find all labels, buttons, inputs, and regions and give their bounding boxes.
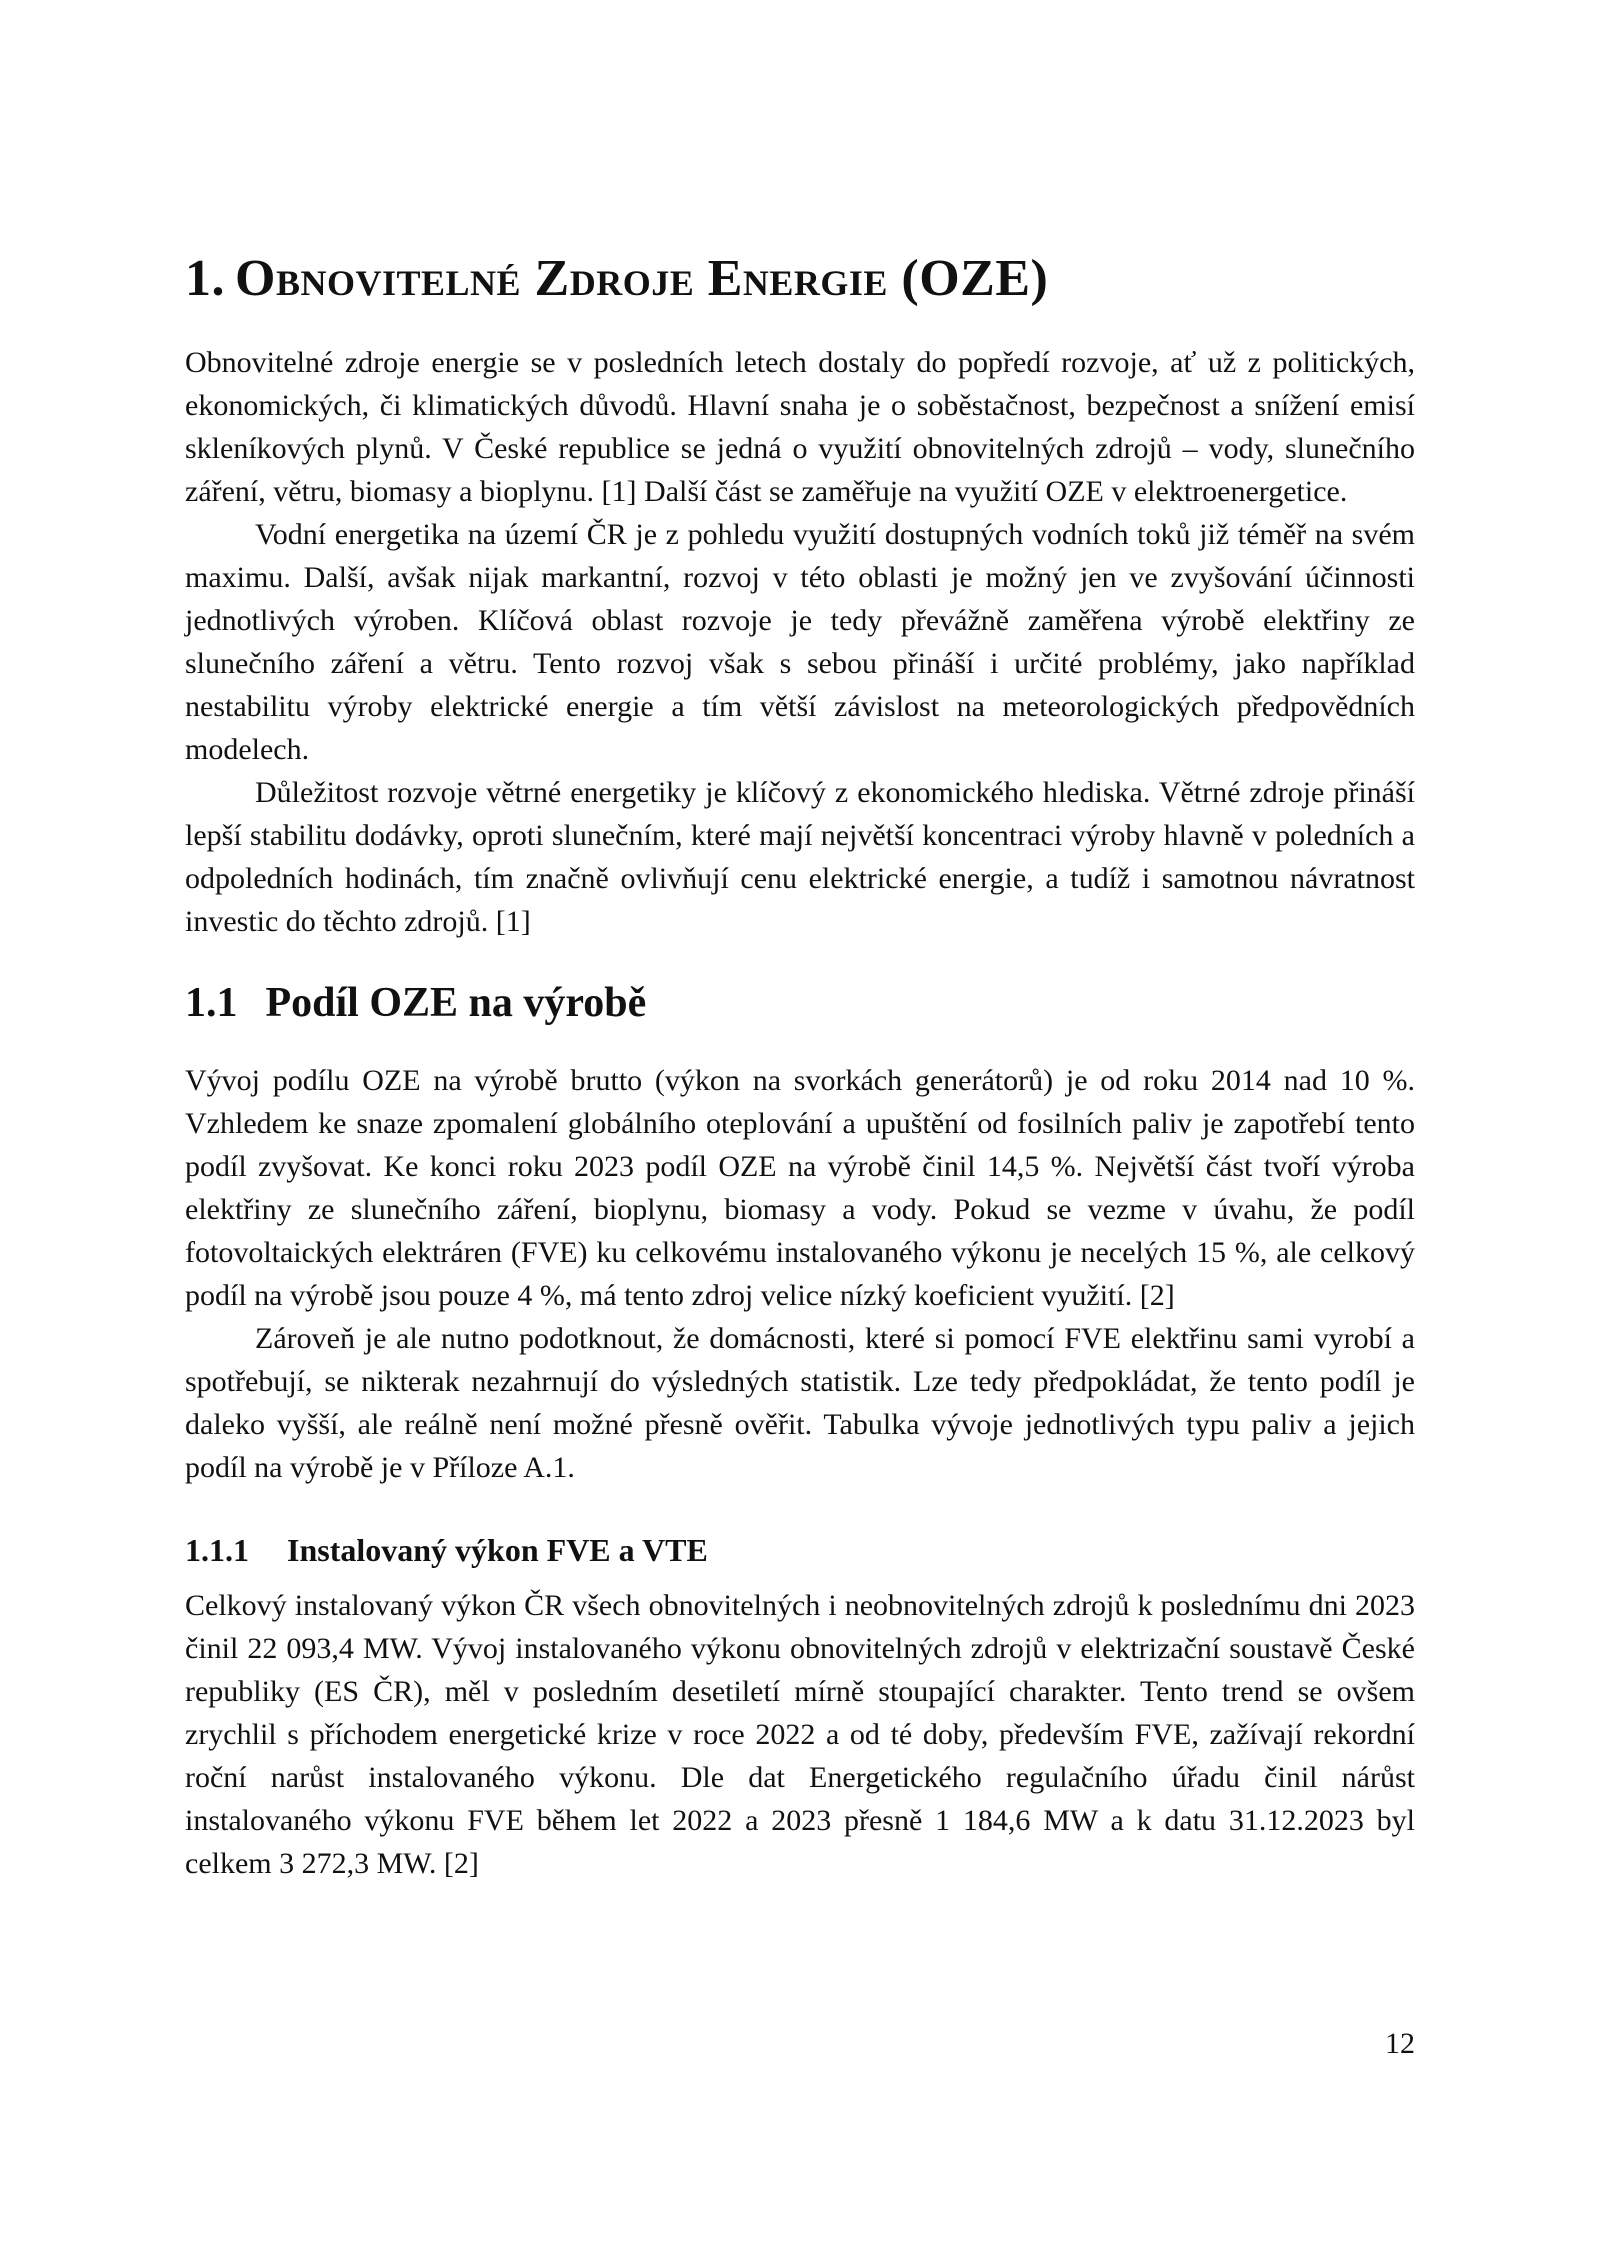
section-heading <box>185 979 1415 1027</box>
page-content <box>185 0 1415 1885</box>
chapter-title: Obnovitelné Zdroje Energie (OZE) <box>235 250 1049 307</box>
paragraph-intro-1: Obnovitelné zdroje energie se v posledních letech dostaly do popředí rozvoje, ať už z politických, ekonomických, či klimatických důvodů. Hlavní snaha je o soběstačnost, bezpečnost a snížení emisí skleníkových plynů. V České republice se jedná o využití obnovitelných zdrojů – vody, slunečního záření, větru, biomasy a bioplynu. [1] Další část se zaměřuje na využití OZE v elektroenergetice. <box>185 346 1415 509</box>
paragraph-intro-3: Důležitost rozvoje větrné energetiky je klíčový z ekonomického hlediska. Větrné zdroje přináší lepší stabilitu dodávky, oproti slunečním, které mají největší koncentraci výroby hlavně v poledních a odpoledních hodinách, tím značně ovlivňují cenu elektrické energie, a tudíž i samotnou návratnost investic do těchto zdrojů. [1] <box>185 776 1415 939</box>
page-number: 12 <box>1385 2027 1415 2060</box>
paragraph-intro-2: Vodní energetika na území ČR je z pohledu využití dostupných vodních toků již téměř na svém maximu. Další, avšak nijak markantní, rozvoj v této oblasti je možný jen ve zvyšování účinnosti jednotlivých výroben. Klíčová oblast rozvoje je tedy převážně zaměřena výrobě elektřiny ze slunečního záření a větru. Tento rozvoj však s sebou přináší i určité problémy, jako například nestabilitu výroby elektrické energie a tím větší závislost na meteorologických předpovědních modelech. <box>185 518 1415 767</box>
paragraph-subsection-1: Celkový instalovaný výkon ČR všech obnovitelných i neobnovitelných zdrojů k poslednímu dni 2023 činil 22 093,4 MW. Vývoj instalovaného výkonu obnovitelných zdrojů v elektrizační soustavě České republiky (ES ČR), měl v posledním desetiletí mírně stoupající charakter. Tento trend se ovšem zrychlil s příchodem energetické krize v roce 2022 a od té doby, především FVE, zažívají rekordní roční narůst instalovaného výkonu. Dle dat Energetického regulačního úřadu činil nárůst instalovaného výkonu FVE během let 2022 a 2023 přesně 1 184,6 MW a k datu 31.12.2023 byl celkem 3 272,3 MW. [2] <box>185 1588 1415 1880</box>
section-title: Podíl OZE na výrobě <box>265 980 647 1027</box>
subsection-number: 1.1.1 <box>185 1532 249 1569</box>
subsection-heading <box>185 1531 1415 1569</box>
chapter-number: 1. <box>185 250 225 307</box>
paragraph-section-1: Vývoj podílu OZE na výrobě brutto (výkon na svorkách generátorů) je od roku 2014 nad 10 %. Vzhledem ke snaze zpomalení globálního oteplování a upuštění od fosilních paliv je zapotřebí tento podíl zvyšovat. Ke konci roku 2023 podíl OZE na výrobě činil 14,5 %. Největší část tvoří výroba elektřiny ze slunečního záření, bioplynu, biomasy a vody. Pokud se vezme v úvahu, že podíl fotovoltaických elektráren (FVE) ku celkovému instalovaného výkonu je necelých 15 %, ale celkový podíl na výrobě jsou pouze 4 %, má tento zdroj velice nízký koeficient využití. [2] <box>185 1064 1415 1313</box>
subsection-title: Instalovaný výkon FVE a VTE <box>287 1532 708 1569</box>
chapter-heading <box>185 250 1415 307</box>
section-number: 1.1 <box>185 980 238 1027</box>
paragraph-section-2: Zároveň je ale nutno podotknout, že domácnosti, které si pomocí FVE elektřinu sami vyrobí a spotřebují, se nikterak nezahrnují do výsledných statistik. Lze tedy předpokládat, že tento podíl je daleko vyšší, ale reálně není možné přesně ověřit. Tabulka vývoje jednotlivých typu paliv a jejich podíl na výrobě je v Příloze A.1. <box>185 1322 1415 1485</box>
